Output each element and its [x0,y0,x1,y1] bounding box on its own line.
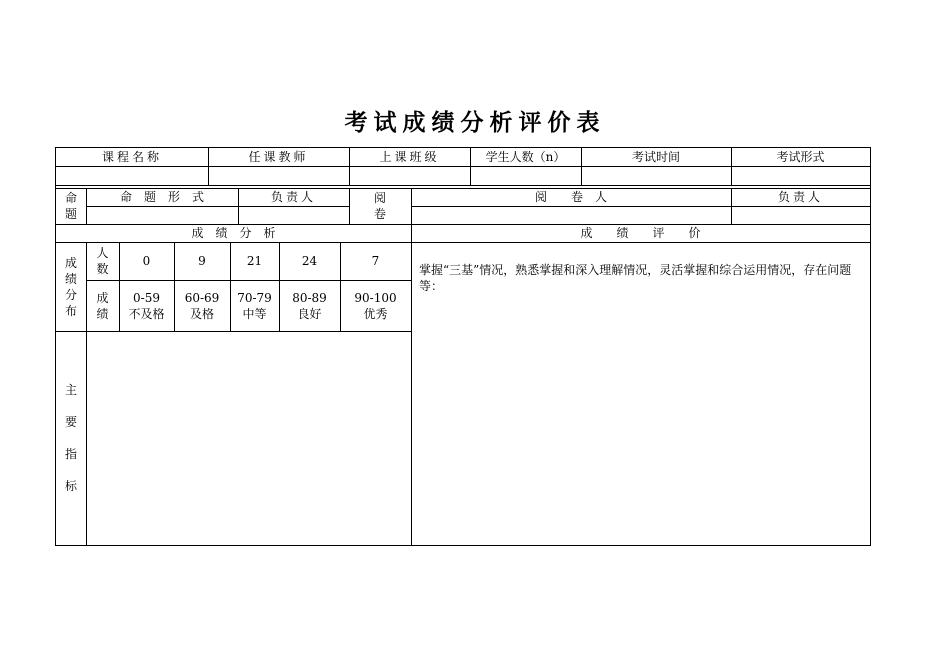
proposition-form-header: 命 题 形 式 [119,190,204,204]
grid-line [340,242,341,331]
grid-line [56,188,870,189]
score-label: 成 绩 [96,290,109,321]
grid-line [56,224,870,225]
count-cell: 0 [142,254,151,268]
grid-line [56,331,411,332]
marking-person-header: 负责人 [777,190,823,204]
grid-line [731,188,732,224]
page-title: 考试成绩分析评价表 [344,109,606,136]
class-header: 上课班级 [379,150,440,164]
grid-line [238,188,239,224]
analysis-title: 成 绩 分 析 [191,226,276,240]
grid-line [230,242,231,331]
course-name-header: 课程名称 [101,150,162,164]
marking-label: 阅 卷 [373,191,386,221]
grid-line [86,188,87,224]
score-range-cell: 80-89 良好 [292,290,327,321]
grid-line [411,206,870,207]
count-cell: 7 [371,254,380,268]
grid-line [86,280,411,281]
grid-line [349,188,350,224]
grid-line [119,242,120,331]
count-cell: 24 [301,254,318,268]
count-cell: 9 [198,254,206,268]
grid-line [86,206,349,207]
teacher-header: 任课教师 [248,150,309,164]
proposition-label: 命 题 [64,191,77,221]
evaluation-content[interactable] [411,242,870,545]
evaluation-table [55,147,871,546]
score-range-cell: 60-69 及格 [184,290,220,321]
exam-time-header: 考试时间 [631,150,680,164]
evaluation-title: 成 绩 评 价 [580,226,701,240]
count-label: 人 数 [96,246,109,276]
indicator-label: 主 要 指 标 [64,383,77,493]
distribution-label: 成 绩 分 布 [64,255,77,318]
proposition-person-header: 负责人 [270,190,316,204]
grid-line [731,148,732,185]
grid-line [86,242,87,545]
grid-line [56,166,870,167]
grid-line [411,188,412,545]
grid-line [56,185,870,186]
grid-line [208,148,209,185]
grid-line [349,148,350,185]
grid-line [279,242,280,331]
indicator-content[interactable] [86,331,411,545]
grid-line [174,242,175,331]
exam-form-header: 考试形式 [776,150,825,164]
grid-line [56,242,870,243]
student-count-header: 学生人数（n） [485,150,566,164]
grid-line [581,148,582,185]
grid-line [470,148,471,185]
score-range-cell: 0-59 不及格 [128,290,165,321]
marker-header: 阅 卷 人 [534,190,607,204]
score-range-cell: 70-79 中等 [237,290,272,321]
score-range-cell: 90-100 优秀 [354,290,397,321]
count-cell: 21 [246,254,263,268]
evaluation-text: 掌握“三基”情况，熟悉掌握和深入理解情况，灵活掌握和综合运用情况，存在问题等： [419,263,852,293]
